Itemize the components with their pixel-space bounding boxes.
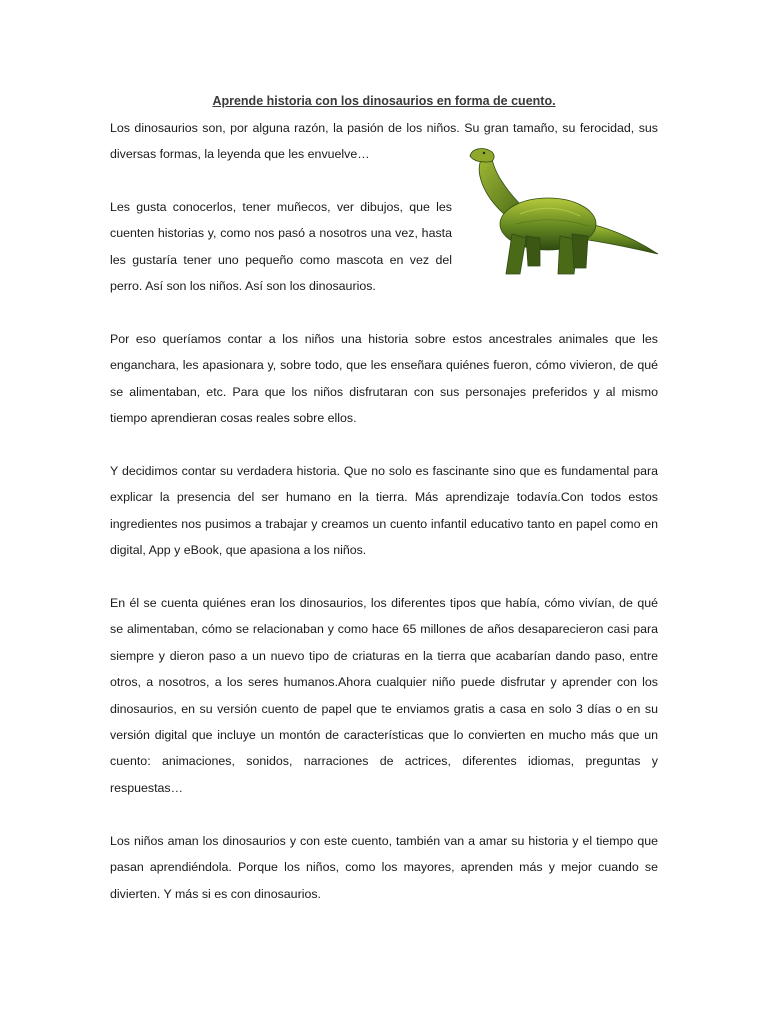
paragraph-conclusion: Los niños aman los dinosaurios y con este cuento, también van a amar su historia y el tiempo que pasan aprendiéndola. Porque los niños, como los mayores, aprenden más y mejor cuando se divierten. Y más si es con dinosaurios. [110,834,658,901]
brachiosaurus-toy-icon [460,144,660,284]
document-title: Aprende historia con los dinosaurios en forma de cuento. [212,94,556,108]
paragraph-content: En él se cuenta quiénes eran los dinosaurios, los diferentes tipos que había, cómo vivían, de qué se alimentaban, cómo se relacionaban y como hace 65 millones de años desaparecieron casi para siempre y dieron paso a un nuevo tipo de criaturas en la tierra que acabarían dando paso, entre otros, a nosotros, a los seres humanos.Ahora cualquier niño puede disfrutar y aprender con los dinosaurios, en su versión cuento de papel que te enviamos gratis a casa en solo 3 días o en su versión digital que incluye un montón de características que lo convierten en mucho más que un cuento: animaciones, sonidos, narraciones de actrices, diferentes idiomas, preguntas y respuestas… [110,596,658,795]
paragraph-story: Y decidimos contar su verdadera historia. Que no solo es fascinante sino que es fundamental para explicar la presencia del ser humano en la tierra. Más aprendizaje todavía.Con todos estos ingredientes nos pusimos a trabajar y creamos un cuento infantil educativo tanto en papel como en digital, App y eBook, que apasiona a los niños. [110,464,658,558]
paragraph-intro: Los dinosaurios son, por alguna razón, la pasión de los niños. Su gran tamaño, su ferocidad, sus diversas formas, la leyenda que les envuelve… [110,121,658,162]
paragraph-purpose: Por eso queríamos contar a los niños una historia sobre estos ancestrales animales que les enganchara, les apasionara y, sobre todo, que les enseñara quiénes fueron, cómo vivieron, de qué se alimentaban, etc. Para que los niños disfrutaran con sus personajes preferidos y al mismo tiempo aprendieran cosas reales sobre ellos. [110,332,658,426]
paragraph-likes: Les gusta conocerlos, tener muñecos, ver dibujos, que les cuenten historias y, como nos pasó a nosotros una vez, hasta les gustaría tener uno pequeño como mascota en vez del perro. Así son los niños. Así son los dinosaurios. [110,200,452,294]
